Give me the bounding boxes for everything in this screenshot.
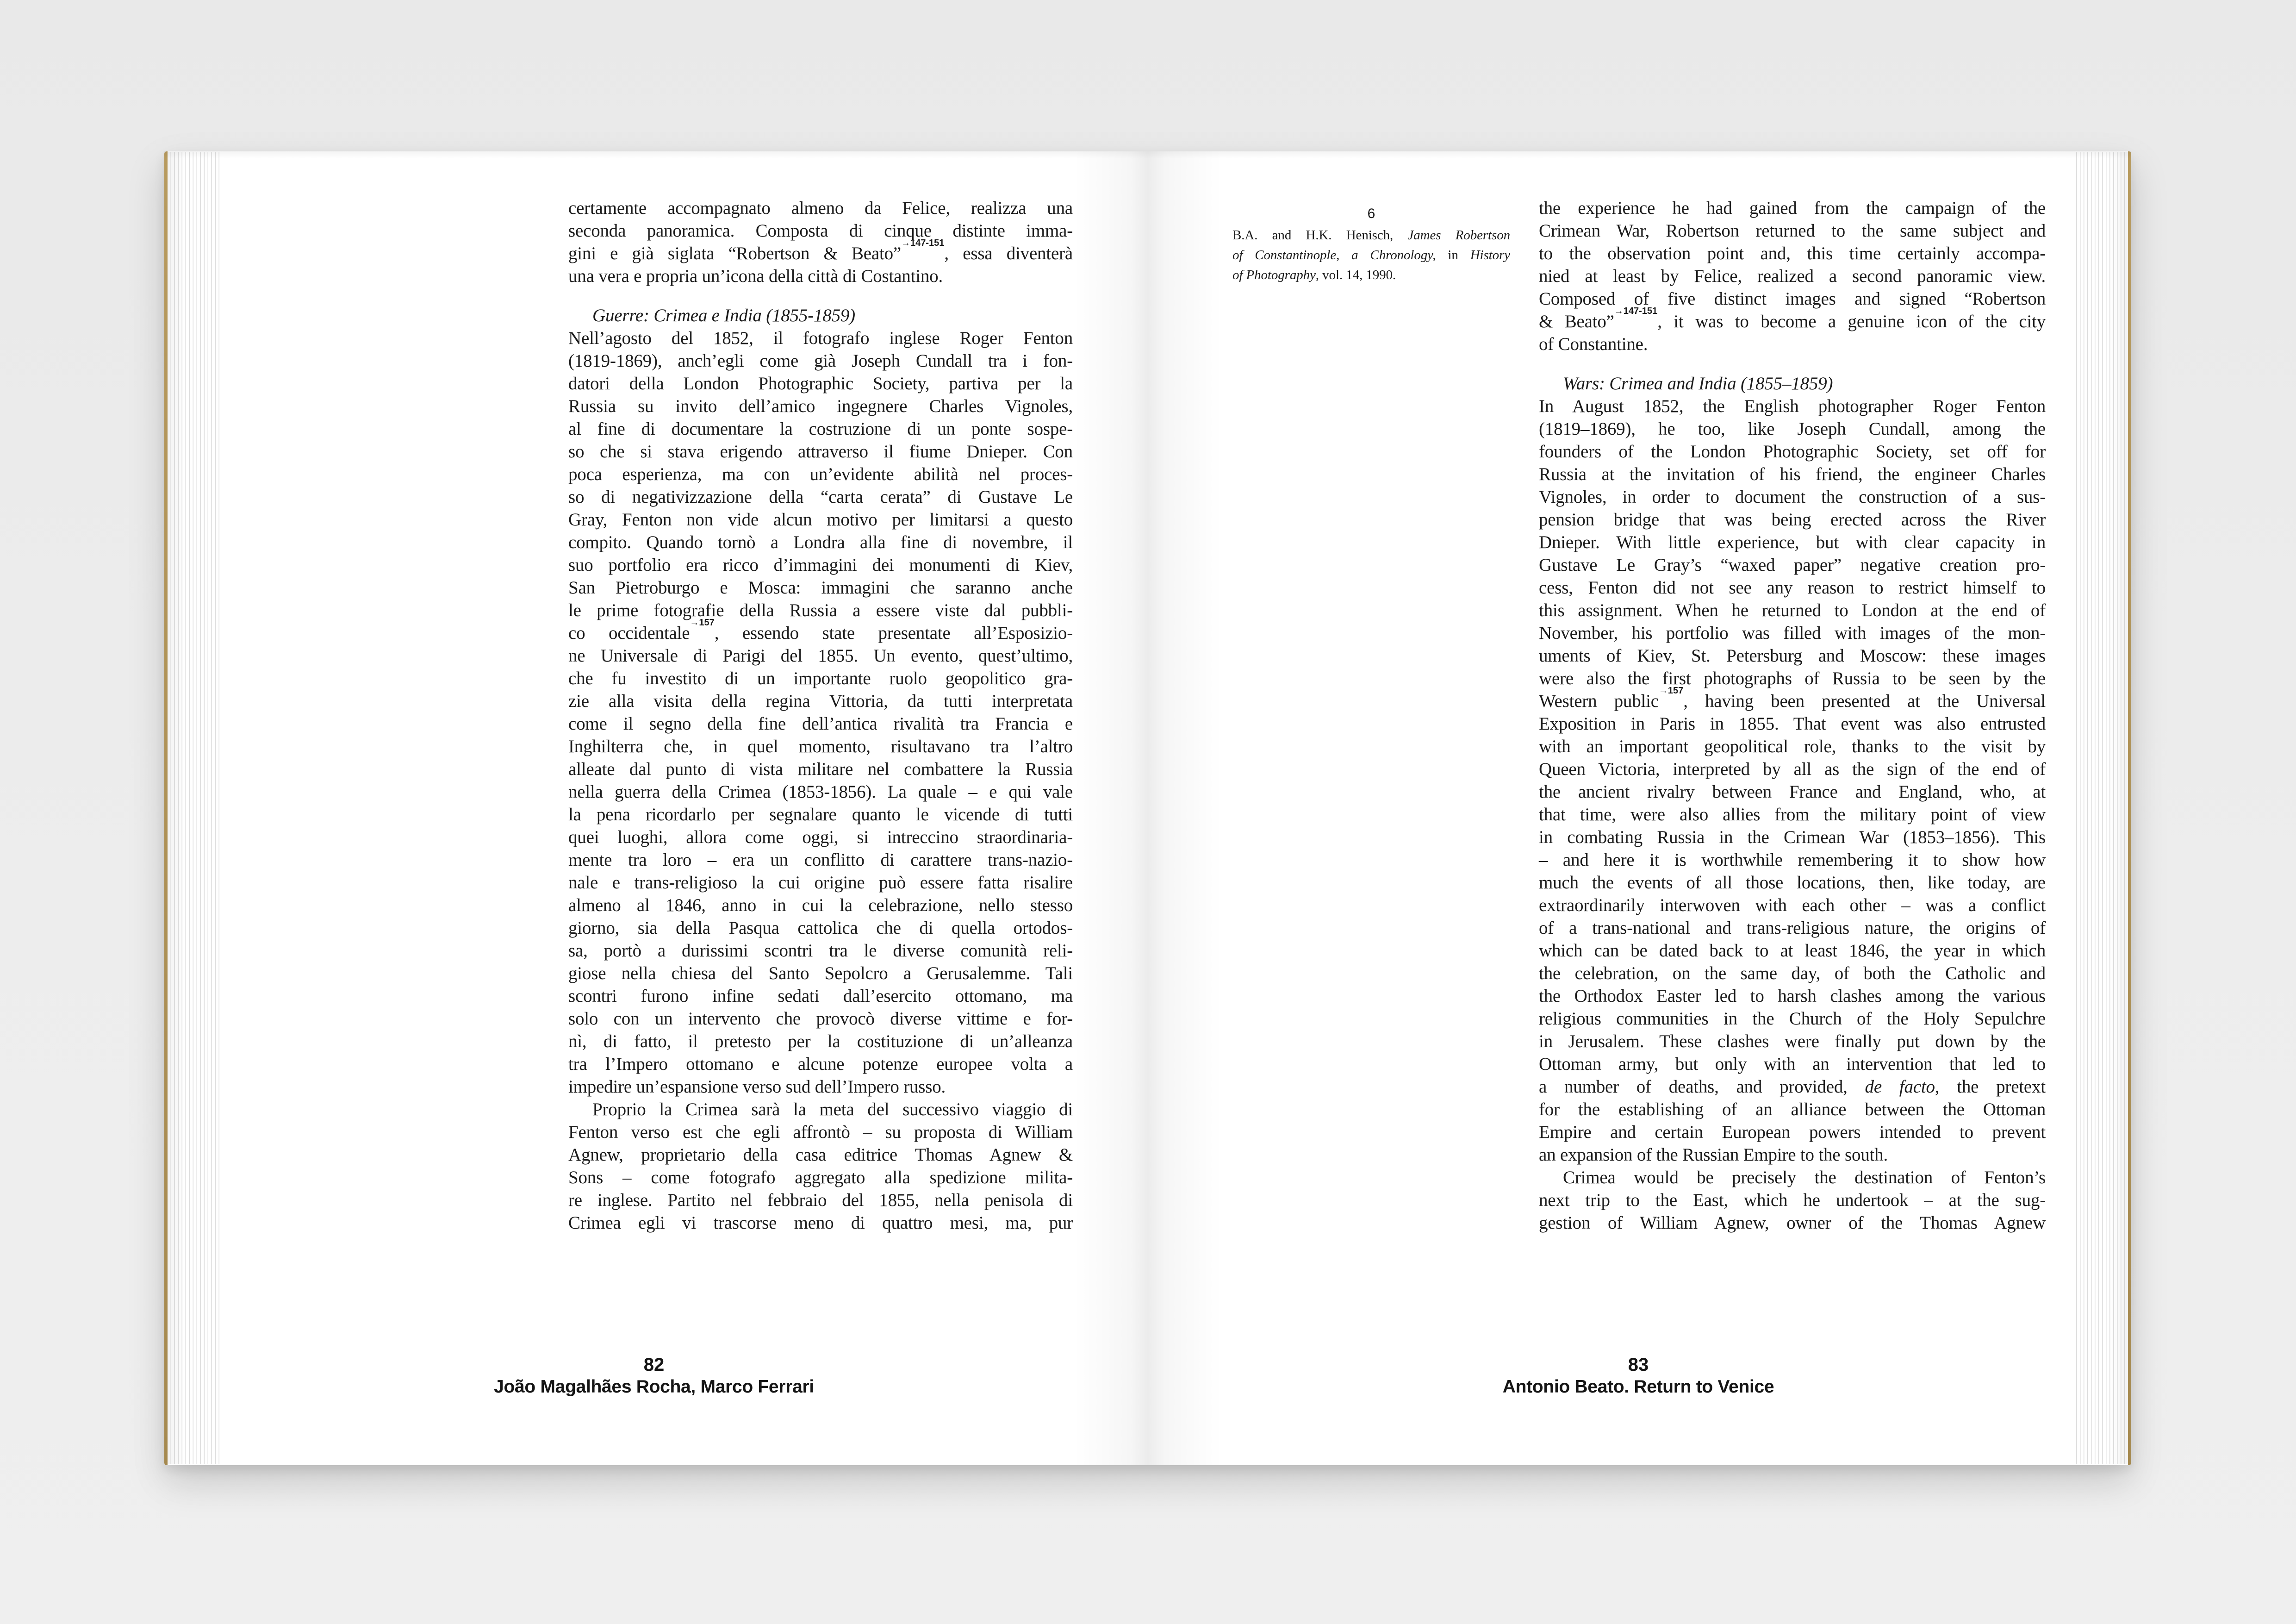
text-line: Proprio la Crimea sarà la meta del successivo viaggio di	[592, 1099, 1073, 1119]
left-page-running-title: João Magalhães Rocha, Marco Ferrari	[494, 1377, 814, 1397]
text-line: of a trans-national and trans-religious nature, the origins of	[1539, 918, 2046, 938]
text-line: in Jerusalem. These clashes were finally put down by the	[1539, 1031, 2046, 1051]
footnote-6	[1232, 206, 1510, 285]
footnote-number: 6	[1367, 206, 1375, 221]
text-line: Crimea would be precisely the destination of Fenton’s	[1563, 1168, 2046, 1187]
text-line: mente tra loro – era un conflitto di carattere trans-nazio-	[568, 850, 1073, 870]
text-line: gestion of William Agnew, owner of the Thomas Agnew	[1539, 1213, 2046, 1233]
text-line: poca esperienza, ma con un’evidente abilità nel proces-	[568, 464, 1073, 484]
text-line: religious communities in the Church of the Holy Sepulchre	[1539, 1009, 2046, 1029]
page-fore-edge-left	[168, 152, 219, 1464]
text-line: the celebration, on the same day, of both the Catholic and	[1539, 963, 2046, 983]
text-line: Dnieper. With little experience, but with clear capacity in	[1539, 532, 2046, 552]
text-line: almeno al 1846, anno in cui la celebrazione, nello stesso	[568, 895, 1073, 915]
text-line: cess, Fenton did not see any reason to restrict himself to	[1539, 578, 2046, 598]
footnote-line: of Photography, vol. 14, 1990.	[1232, 268, 1396, 282]
text-line: the ancient rivalry between France and England, who, at	[1539, 782, 2046, 802]
text-line: for the establishing of an alliance between the Ottoman	[1539, 1099, 2046, 1119]
text-line: with an important geopolitical role, thanks to the visit by	[1539, 737, 2046, 756]
right-page-running-title: Antonio Beato. Return to Venice	[1502, 1377, 1774, 1397]
text-line: scontri furono infine sedati dall’esercito ottomano, ma	[568, 986, 1073, 1006]
text-line: compito. Quando tornò a Londra alla fine di novembre, il	[568, 532, 1073, 552]
left-page-text-column	[568, 197, 1073, 1234]
open-book	[164, 151, 2131, 1465]
text-line: giose nella chiesa del Santo Sepolcro a Gerusalemme. Tali	[568, 963, 1073, 983]
text-line: Empire and certain European powers intended to prevent	[1539, 1122, 2046, 1142]
cover-edge-left	[164, 151, 168, 1465]
text-line: Russia su invito dell’amico ingegnere Charles Vignoles,	[568, 396, 1073, 416]
book-gutter-shadow	[1074, 151, 1222, 1465]
text-line: so che si stava erigendo attraverso il fiume Dnieper. Con	[568, 442, 1073, 462]
text-line: nì, di fatto, il pretesto per la costituzione di un’alleanza	[568, 1031, 1073, 1051]
text-line: Ottoman army, but only with an intervention that led to	[1539, 1054, 2046, 1074]
text-line: next trip to the East, which he undertook – at the sug-	[1539, 1190, 2046, 1210]
left-page-footer	[330, 1354, 978, 1398]
text-line: gini e già siglata “Robertson & Beato”$^{\to 147-151}$, essa diventerà	[568, 238, 1073, 263]
text-line: founders of the London Photographic Society, set off for	[1539, 442, 2046, 462]
text-line: Inghilterra che, in quel momento, risultavano tra l’altro	[568, 737, 1073, 756]
cover-edge-right	[2128, 151, 2131, 1465]
text-line: Vignoles, in order to document the construction of a sus-	[1539, 487, 2046, 507]
text-line: of Constantine.	[1539, 334, 1648, 354]
text-line: impedire un’espansione verso sud dell’Impero russo.	[568, 1077, 946, 1097]
text-line: In August 1852, the English photographer Roger Fenton	[1539, 396, 2046, 416]
text-line: datori della London Photographic Society, partiva per la	[568, 374, 1073, 394]
footnote-line: B.A. and H.K. Henisch, James Robertson	[1232, 228, 1510, 243]
text-line: in combating Russia in the Crimean War (1853–1856). This	[1539, 827, 2046, 847]
text-line: una vera e propria un’icona della città di Costantino.	[568, 266, 943, 286]
right-page-text-column	[1539, 197, 2046, 1234]
text-line: pension bridge that was being erected across the River	[1539, 510, 2046, 530]
text-line: re inglese. Partito nel febbraio del 1855, nella penisola di	[568, 1190, 1073, 1210]
text-line: nella guerra della Crimea (1853-1856). La quale – e qui vale	[568, 782, 1073, 802]
text-line: this assignment. When he returned to London at the end of	[1539, 600, 2046, 620]
text-line: (1819–1869), he too, like Joseph Cundall, among the	[1539, 419, 2046, 439]
text-line: so di negativizzazione della “carta cerata” di Gustave Le	[568, 487, 1073, 507]
text-line: Exposition in Paris in 1855. That event was also entrusted	[1539, 714, 2046, 734]
text-line: (1819-1869), anch’egli come già Joseph Cundall tra i fon-	[568, 351, 1073, 371]
text-line: & Beato”$^{\to 147-151}$, it was to become a genuine icon of the city	[1539, 306, 2046, 331]
text-line: Western public$^{\to 157}$, having been presented at the Universal	[1539, 686, 2046, 711]
text-line: the Orthodox Easter led to harsh clashes among the various	[1539, 986, 2046, 1006]
text-line: Crimea egli vi trascorse meno di quattro mesi, ma, pur	[568, 1213, 1073, 1233]
text-line: Gustave Le Gray’s “waxed paper” negative creation pro-	[1539, 555, 2046, 575]
text-line: much the events of all those locations, then, like today, are	[1539, 873, 2046, 893]
text-line: which can be dated back to at least 1846, the year in which	[1539, 941, 2046, 961]
text-line: ne Universale di Parigi del 1855. Un evento, quest’ultimo,	[568, 646, 1073, 666]
text-line: la pena ricordarlo per segnalare quanto le vicende di tutti	[568, 805, 1073, 824]
text-line: – and here it is worthwhile remembering it to show how	[1539, 850, 2046, 870]
text-line: a number of deaths, and provided, de facto, the pretext	[1539, 1077, 2046, 1097]
text-line: giorno, sia della Pasqua cattolica che di quella ortodos-	[568, 918, 1073, 938]
text-line: that time, were also allies from the military point of view	[1539, 805, 2046, 824]
text-line: come il segno della fine dell’antica rivalità tra Francia e	[568, 714, 1073, 734]
right-page-number: 83	[1628, 1355, 1649, 1375]
text-line: Sons – come fotografo aggregato alla spedizione milita-	[568, 1168, 1073, 1187]
text-line: Agnew, proprietario della casa editrice Thomas Agnew &	[568, 1145, 1073, 1165]
text-line: Crimean War, Robertson returned to the same subject and	[1539, 221, 2046, 241]
text-line: Fenton verso est che egli affrontò – su proposta di William	[568, 1122, 1073, 1142]
text-line: nale e trans-religioso la cui origine può essere fatta risalire	[568, 873, 1073, 893]
text-line: che fu investito di un importante ruolo geopolitico gra-	[568, 668, 1073, 688]
text-line: were also the first photographs of Russia to be seen by the	[1539, 668, 2046, 688]
text-line: seconda panoramica. Composta di cinque distinte imma-	[568, 221, 1073, 241]
text-line: November, his portfolio was filled with images of the mon-	[1539, 623, 2046, 643]
text-line: Queen Victoria, interpreted by all as the sign of the end of	[1539, 759, 2046, 779]
text-line: Russia at the invitation of his friend, the engineer Charles	[1539, 464, 2046, 484]
text-line: co occidentale$^{\to 157}$, essendo state presentate all’Esposizio-	[568, 618, 1073, 643]
footnote-text	[1232, 225, 1510, 285]
text-line: Gray, Fenton non vide alcun motivo per limitarsi a questo	[568, 510, 1073, 530]
text-line: al fine di documentare la costruzione di un ponte sospe-	[568, 419, 1073, 439]
text-line: le prime fotografie della Russia a essere viste dal pubbli-	[568, 600, 1073, 620]
text-line: tra l’Impero ottomano e alcune potenze europee volta a	[568, 1054, 1073, 1074]
text-line: the experience he had gained from the campaign of the	[1539, 198, 2046, 218]
text-line: certamente accompagnato almeno da Felice, realizza una	[568, 198, 1073, 218]
text-line: to the observation point and, this time certainly accompa-	[1539, 244, 2046, 263]
text-line: alleate dal punto di vista militare nel combattere la Russia	[568, 759, 1073, 779]
text-line: Nell’agosto del 1852, il fotografo inglese Roger Fenton	[568, 328, 1073, 348]
text-line: San Pietroburgo e Mosca: immagini che saranno anche	[568, 578, 1073, 598]
text-line: solo con un intervento che provocò diverse vittime e for-	[568, 1009, 1073, 1029]
footnote-line: of Constantinople, a Chronology, in History	[1232, 248, 1510, 262]
left-page-number: 82	[643, 1355, 665, 1375]
text-line: sa, portò a durissimi scontri tra le diverse comunità reli-	[568, 941, 1073, 961]
text-line: Wars: Crimea and India (1855–1859)	[1563, 374, 1833, 394]
text-line: uments of Kiev, St. Petersburg and Moscow: these images	[1539, 646, 2046, 666]
text-line: zie alla visita della regina Vittoria, da tutti interpretata	[568, 691, 1073, 711]
text-line: Composed of five distinct images and signed “Robertson	[1539, 289, 2046, 309]
text-line: an expansion of the Russian Empire to the south.	[1539, 1145, 1888, 1165]
right-page-footer	[1314, 1354, 1962, 1398]
page-fore-edge-right	[2076, 152, 2128, 1464]
text-line: Guerre: Crimea e India (1855-1859)	[592, 306, 855, 325]
text-line: nied at least by Felice, realized a second panoramic view.	[1539, 266, 2046, 286]
text-line: quei luoghi, allora come oggi, si intreccino straordinaria-	[568, 827, 1073, 847]
text-line: extraordinarily interwoven with each other – was a conflict	[1539, 895, 2046, 915]
text-line: suo portfolio era ricco d’immagini dei monumenti di Kiev,	[568, 555, 1073, 575]
